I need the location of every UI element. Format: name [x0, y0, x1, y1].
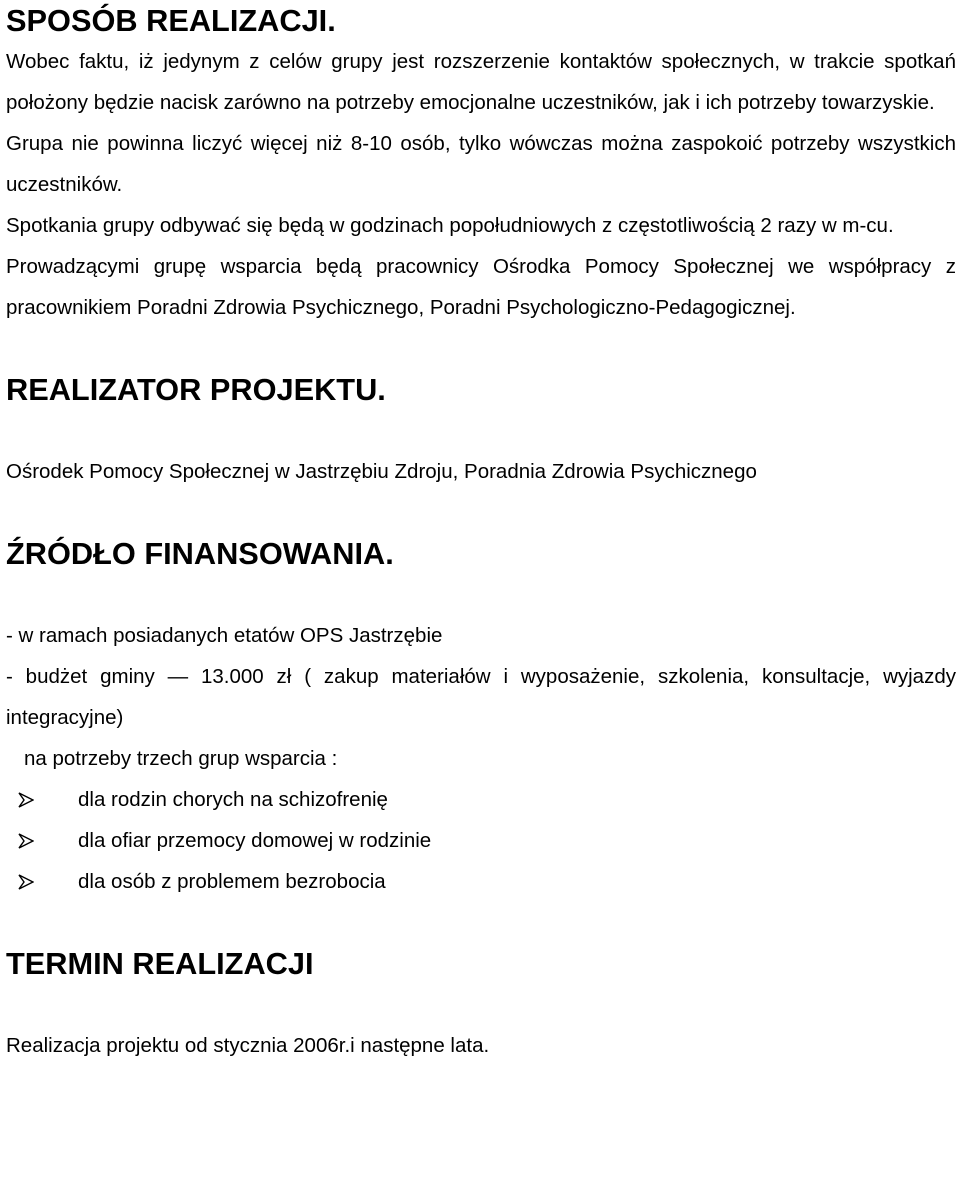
heading-realizator-projektu: REALIZATOR PROJEKTU.: [6, 372, 386, 407]
list-item-label: dla rodzin chorych na schizofrenię: [78, 788, 388, 811]
support-groups-list: [6, 779, 956, 902]
funding-line-budget: - budżet gminy — 13.000 zł ( zakup materiałów i wyposażenie, szkolenia, konsultacje, wyjazdy integracyjne): [6, 665, 956, 729]
arrow-bullet-icon: [18, 792, 78, 808]
heading-termin-realizacji: TERMIN REALIZACJI: [6, 946, 314, 981]
paragraph-realizator: Ośrodek Pomocy Społecznej w Jastrzębiu Zdroju, Poradnia Zdrowia Psychicznego: [6, 460, 757, 483]
paragraph-meeting-frequency: Spotkania grupy odbywać się będą w godzinach popołudniowych z częstotliwością 2 razy w m-cu.: [6, 214, 894, 237]
paragraph-termin: Realizacja projektu od stycznia 2006r.i następne lata.: [6, 1034, 490, 1057]
heading-sposob-realizacji: SPOSÓB REALIZACJI.: [6, 3, 336, 38]
paragraph-group-size: Grupa nie powinna liczyć więcej niż 8-10 osób, tylko wówczas można zaspokoić potrzeby wszystkich uczestników.: [6, 132, 956, 196]
spacer: [6, 492, 956, 533]
arrow-bullet-icon: [18, 833, 78, 849]
list-item-label: dla ofiar przemocy domowej w rodzinie: [78, 829, 432, 852]
spacer: [6, 410, 956, 451]
paragraph-leaders: Prowadzącymi grupę wsparcia będą pracownicy Ośrodka Pomocy Społecznej we współpracy z pracownikiem Poradni Zdrowia Psychicznego, Poradni Psychologiczno-Pedagogicznej.: [6, 255, 956, 319]
list-item: [18, 779, 956, 820]
spacer: [6, 902, 956, 943]
arrow-bullet-icon: [18, 874, 78, 890]
list-item-label: dla osób z problemem bezrobocia: [78, 870, 386, 893]
funding-line-ops: - w ramach posiadanych etatów OPS Jastrzębie: [6, 624, 443, 647]
paragraph-goal: Wobec faktu, iż jedynym z celów grupy jest rozszerzenie kontaktów społecznych, w trakcie spotkań położony będzie nacisk zarówno na potrzeby emocjonalne uczestników, jak i ich potrzeby towarzyskie.: [6, 50, 956, 114]
list-item: [18, 861, 956, 902]
spacer: [6, 328, 956, 369]
heading-zrodlo-finansowania: ŹRÓDŁO FINANSOWANIA.: [6, 536, 394, 571]
document-page: [6, 0, 956, 1066]
spacer: [6, 984, 956, 1025]
list-item: [18, 820, 956, 861]
spacer: [6, 574, 956, 615]
funding-line-groups: na potrzeby trzech grup wsparcia :: [24, 747, 338, 770]
